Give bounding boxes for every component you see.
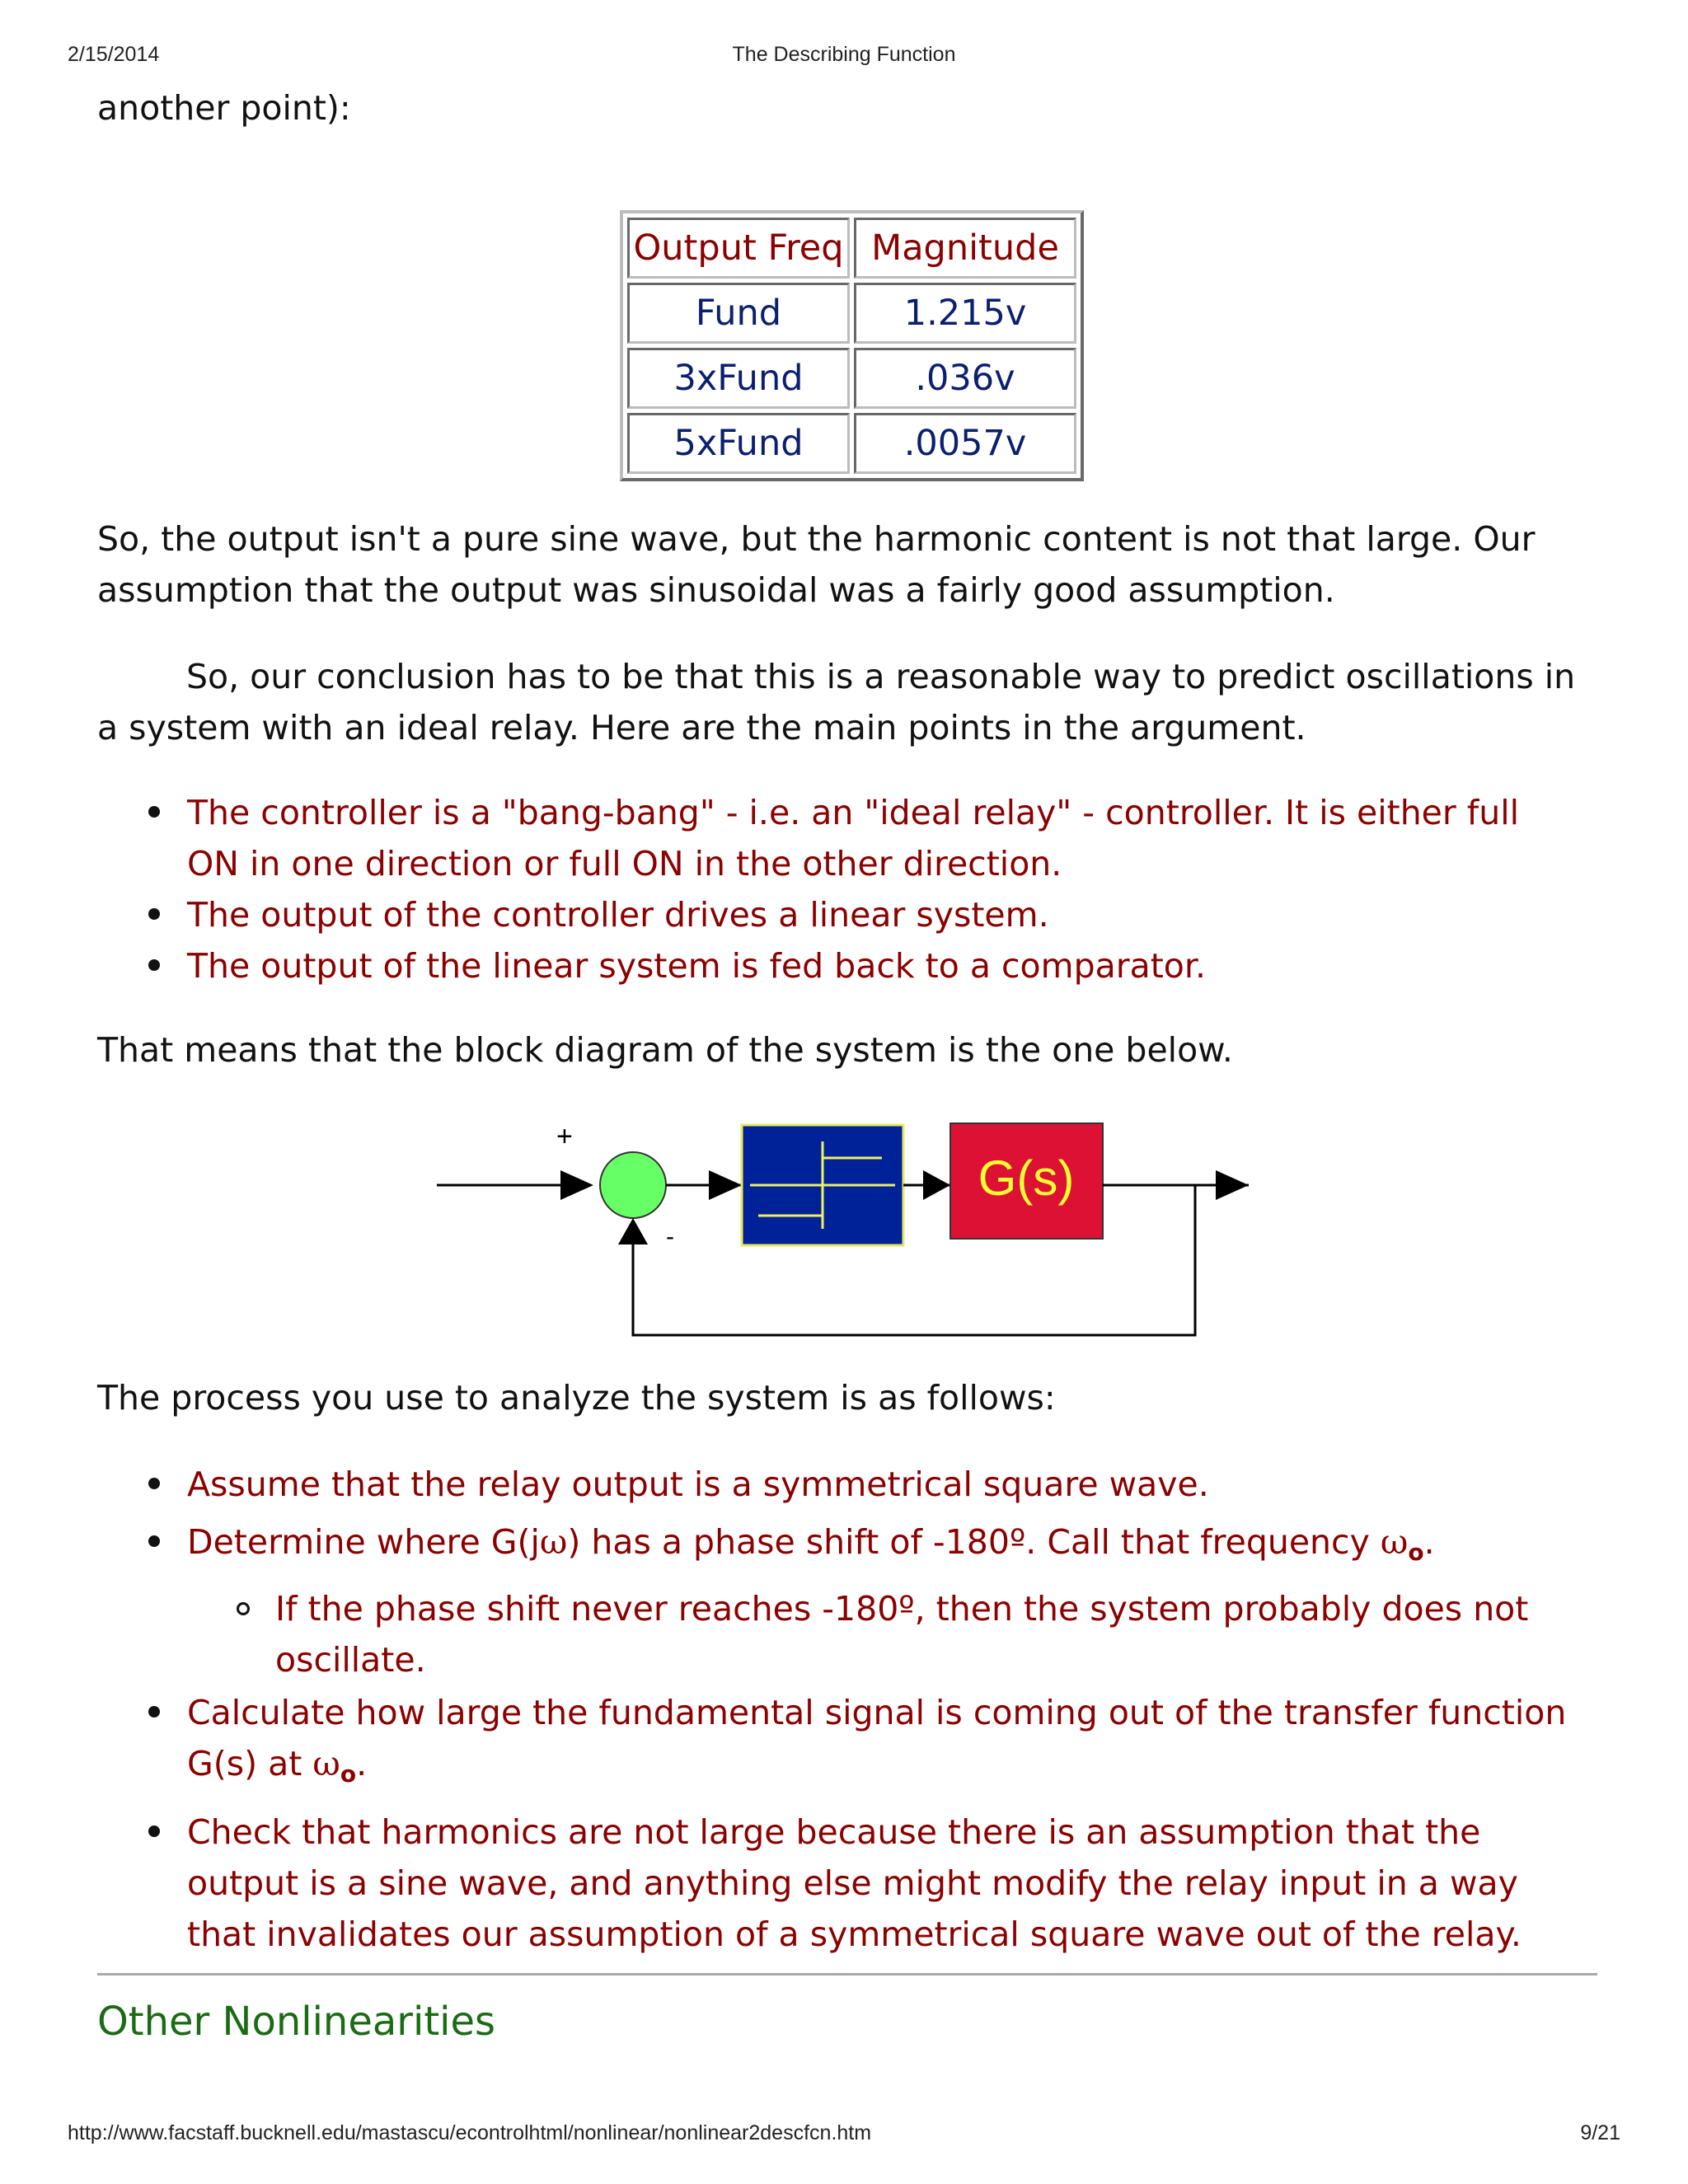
harmonics-table bbox=[620, 210, 1084, 481]
table-cell: .0057v bbox=[854, 413, 1076, 474]
step-text: Calculate how large the fundamental signal is coming out of the transfer function G(s) at bbox=[187, 1693, 1567, 1783]
process-steps-list bbox=[97, 1459, 1573, 1960]
print-title: The Describing Function bbox=[732, 43, 956, 66]
feedback-path bbox=[633, 1185, 1195, 1335]
list-item bbox=[187, 1516, 1573, 1685]
horizontal-rule bbox=[97, 1973, 1597, 1975]
page-number: 9/21 bbox=[1580, 2121, 1620, 2144]
omega-subscript: o bbox=[340, 1760, 357, 1788]
list-item: The output of the linear system is fed back to a comparator. bbox=[187, 940, 1564, 991]
table-cell: 3xFund bbox=[627, 348, 850, 409]
list-item: If the phase shift never reaches -180º, then the system probably does not oscillate. bbox=[275, 1583, 1573, 1685]
table-cell: Fund bbox=[627, 283, 850, 344]
table-cell: 5xFund bbox=[627, 413, 850, 474]
sub-list bbox=[187, 1583, 1573, 1685]
table-header-cell: Output Freq bbox=[627, 218, 850, 279]
section-heading: Other Nonlinearities bbox=[97, 1999, 496, 2045]
step-text: Determine where G(j bbox=[187, 1522, 540, 1562]
print-url: http://www.facstaff.bucknell.edu/mastascu/econtrolhtml/nonlinear/nonlinear2descfcn.htm bbox=[68, 2121, 872, 2144]
minus-sign: - bbox=[666, 1223, 674, 1250]
step-text: . bbox=[356, 1744, 368, 1783]
list-item bbox=[187, 1687, 1573, 1800]
table-header-cell: Magnitude bbox=[854, 218, 1076, 279]
feedback-arrow-icon bbox=[618, 1218, 648, 1244]
summing-junction bbox=[600, 1152, 666, 1218]
list-item: The output of the controller drives a linear system. bbox=[187, 889, 1564, 940]
input-arrow-icon bbox=[560, 1170, 593, 1200]
table-header-row bbox=[627, 218, 1076, 279]
plant-label: G(s) bbox=[978, 1151, 1075, 1206]
table-cell: 1.215v bbox=[854, 283, 1076, 344]
paragraph-conclusion: So, our conclusion has to be that this is a reasonable way to predict oscillations in a system with an ideal relay. Here are the main points in the argument. bbox=[97, 657, 1576, 748]
omega-symbol: ω bbox=[312, 1744, 340, 1783]
omega-symbol: ω bbox=[539, 1522, 568, 1562]
omega-subscript: o bbox=[1408, 1539, 1424, 1566]
error-arrow-icon bbox=[709, 1170, 742, 1200]
main-points-list bbox=[97, 787, 1564, 991]
paragraph-process-intro: The process you use to analyze the system is as follows: bbox=[97, 1378, 1056, 1418]
block-diagram bbox=[437, 1113, 1261, 1352]
print-date: 2/15/2014 bbox=[68, 43, 160, 66]
list-item: Assume that the relay output is a symmetrical square wave. bbox=[187, 1459, 1573, 1510]
list-item: Check that harmonics are not large because there is an assumption that the output is a sine wave, and anything else might modify the relay input in a way that invalidates our assumption of a symmetrical square wave out of the relay. bbox=[187, 1807, 1573, 1960]
table-row bbox=[627, 413, 1076, 474]
step-text: . bbox=[1423, 1522, 1435, 1562]
paragraph-block-diagram-intro: That means that the block diagram of the system is the one below. bbox=[97, 1030, 1233, 1070]
output-arrow-icon bbox=[1216, 1170, 1249, 1200]
paragraph-harmonic-content: So, the output isn't a pure sine wave, but the harmonic content is not that large. Our assumption that the output was sinusoidal was a fairly good assumption. bbox=[97, 519, 1536, 610]
omega-symbol: ω bbox=[1380, 1522, 1409, 1562]
intro-fragment: another point): bbox=[97, 88, 351, 128]
list-item: The controller is a "bang-bang" - i.e. an "ideal relay" - controller. It is either full ON in one direction or full ON in the other direction. bbox=[187, 787, 1564, 889]
step-text: ) has a phase shift of -180º. Call that frequency bbox=[567, 1522, 1381, 1562]
table-row bbox=[627, 348, 1076, 409]
table-row bbox=[627, 283, 1076, 344]
plus-sign: + bbox=[556, 1121, 573, 1152]
table-cell: .036v bbox=[854, 348, 1076, 409]
control-arrow-icon bbox=[923, 1170, 950, 1200]
